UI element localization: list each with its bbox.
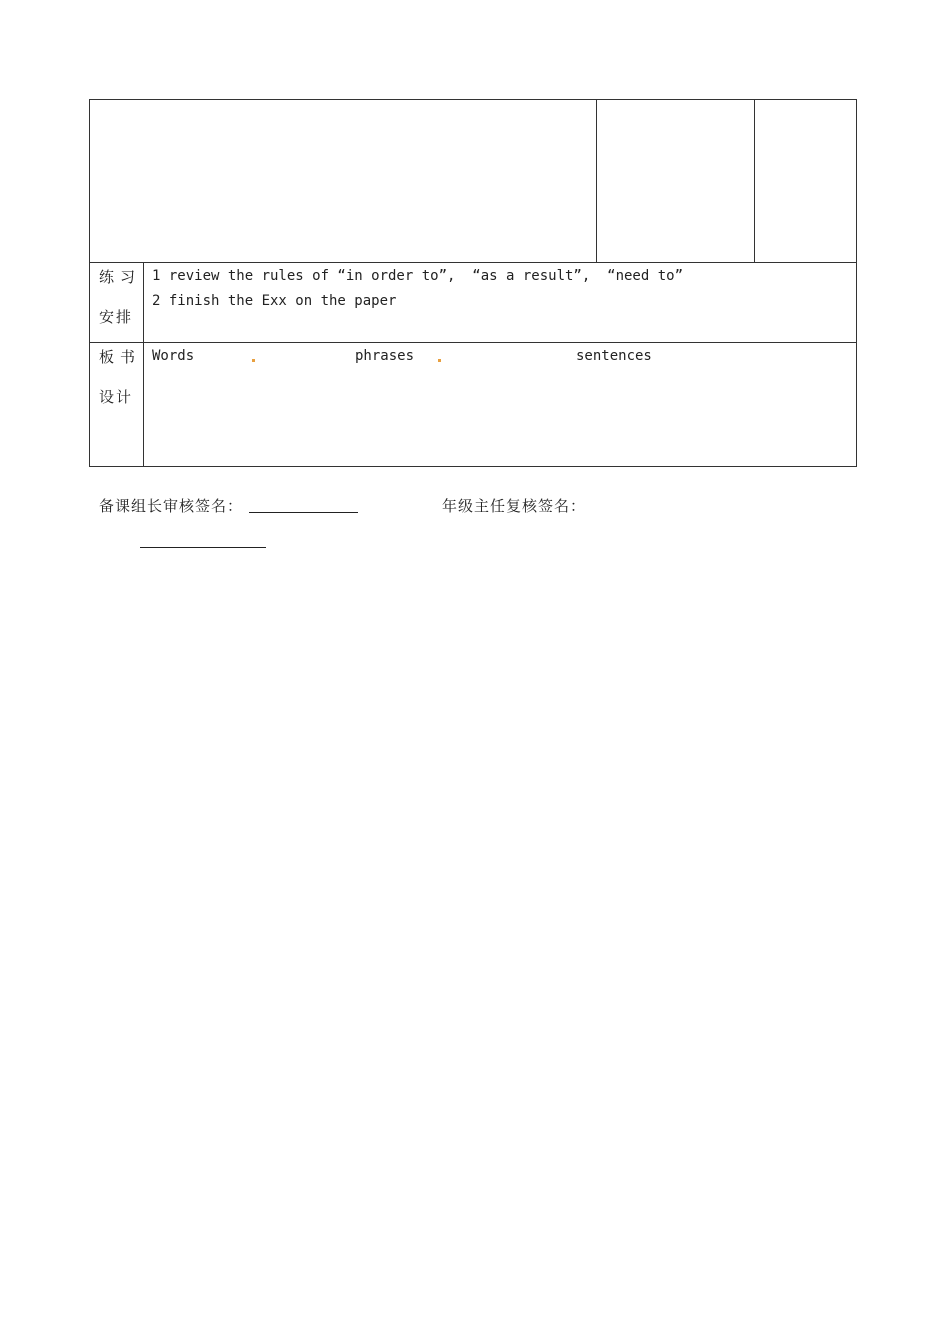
row-divider-1 [89, 262, 857, 263]
table-top-border [89, 99, 857, 100]
top-row-divider-2 [754, 99, 755, 263]
grade-director-sign-line[interactable] [140, 547, 266, 548]
practice-label-line2: 安排 [99, 308, 134, 326]
practice-item-2: 2 finish the Exx on the paper [152, 293, 397, 309]
practice-item-1: 1 review the rules of “in order to”, “as a result”, “need to” [152, 268, 684, 284]
row-divider-2 [89, 342, 857, 343]
label-column-divider [143, 262, 144, 467]
group-leader-sign-label: 备课组长审核签名： [99, 497, 244, 515]
board-label-line1: 板书 [99, 348, 142, 366]
board-sentences: sentences [576, 348, 652, 364]
table-right-border [856, 99, 857, 467]
accent-dot-2 [438, 359, 441, 362]
grade-director-sign-label: 年级主任复核签名： [442, 497, 587, 515]
table-bottom-border [89, 466, 857, 467]
group-leader-sign-line[interactable] [249, 512, 358, 513]
practice-label-line1: 练习 [99, 268, 142, 286]
table-left-border [89, 99, 90, 467]
board-words: Words [152, 348, 195, 364]
board-phrases: phrases [355, 348, 415, 364]
accent-dot-1 [252, 359, 255, 362]
top-row-divider-1 [596, 99, 597, 263]
board-label-line2: 设计 [99, 388, 134, 406]
